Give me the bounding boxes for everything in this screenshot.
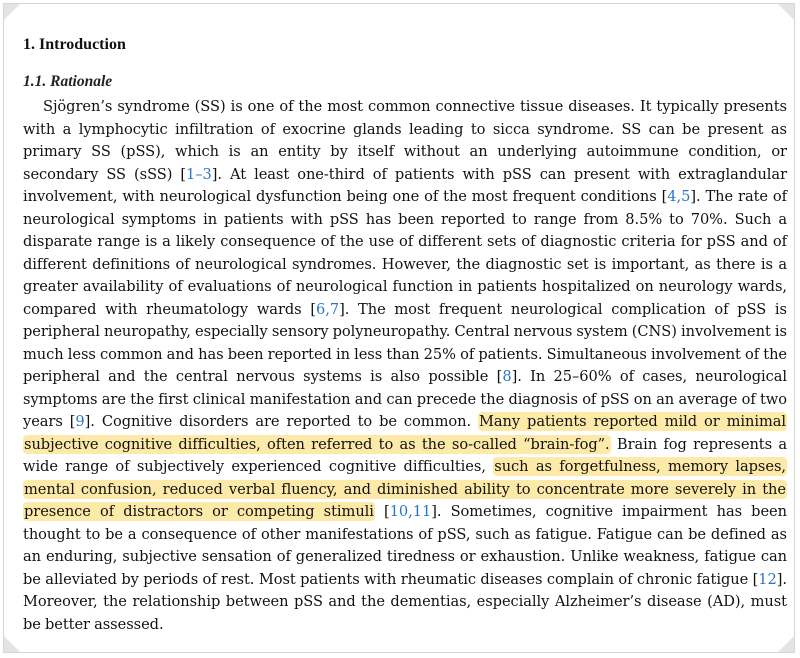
body-paragraph xyxy=(23,96,787,636)
paragraph-text: ]. Moreover, the relationship between pSS and the dementias, especially Alzheimer’s disease (AD), must be better assessed. xyxy=(23,570,787,633)
subsection-number: 1.1. xyxy=(23,73,47,90)
citation-link[interactable]: 1–3 xyxy=(186,165,212,183)
subsection-heading xyxy=(23,71,787,93)
paragraph-text: Sjögren’s syndrome (SS) is one of the most common connective tissue diseases. It typically presents with a lymphocytic infiltration of exocrine glands leading to sicca syndrome. SS can be present as primary SS (pSS), which is an entity by itself without an underlying autoimmune condition, or secondary SS (sSS) [ xyxy=(23,98,787,183)
citation-link[interactable]: 12 xyxy=(758,570,777,588)
citation-link[interactable]: 6,7 xyxy=(316,300,340,318)
subsection-title: Rationale xyxy=(50,73,113,90)
highlighted-text[interactable]: such as forgetfulness, memory lapses, mental confusion, reduced verbal fluency, and diminished ability to concentrate more severely in the presence of distractors or competing stimuli xyxy=(24,458,786,520)
citation-link[interactable]: 8 xyxy=(502,368,512,385)
document-frame xyxy=(3,3,795,653)
paragraph-text: Brain fog represents a wide range of subjectively experienced cognitive difficulties, xyxy=(23,435,787,475)
corner-fold-bottom-right xyxy=(778,636,794,652)
section-heading xyxy=(23,34,787,56)
citation-link[interactable]: 9 xyxy=(75,413,85,430)
paragraph-text: ]. The most frequent neurological complication of pSS is peripheral neuropathy, especially sensory polyneuropathy. Central nervous system (CNS) involvement is much less common and has been reported in less than 25% of patients. Simultaneous involvement of the peripheral and the central nervous systems is also possible [ xyxy=(23,300,787,385)
section-number: 1. xyxy=(23,36,35,53)
citation-link[interactable]: 4,5 xyxy=(667,188,691,205)
corner-fold-top-right xyxy=(778,4,794,20)
highlighted-text[interactable]: Many patients reported mild or minimal subjective cognitive difficulties, often referred to as the so-called “brain-fog”. xyxy=(24,413,787,453)
paragraph-text: ]. Sometimes, cognitive impairment has been thought to be a consequence of other manifestations of pSS, such as fatigue. Fatigue can be defined as an enduring, subjective sensation of generalized tiredness or exhaustion. Unlike weakness, fatigue can be alleviated by periods of rest. Most patients with rheumatic diseases complain of chronic fatigue [ xyxy=(23,503,787,588)
paragraph-text: ]. In 25–60% of cases, neurological symptoms are the first clinical manifestation and can precede the diagnosis of pSS on an average of two years [ xyxy=(23,368,787,430)
section-title: Introduction xyxy=(39,36,126,53)
paragraph-text: ]. Cognitive disorders are reported to be common. xyxy=(84,413,478,430)
document-content xyxy=(23,34,787,636)
paragraph-text: ]. The rate of neurological symptoms in patients with pSS has been reported to range from 8.5% to 70%. Such a disparate range is a likely consequence of the use of different sets of diagnostic criteria for pSS and of different definitions of neurological syndromes. However, the diagnostic set is important, as there is a greater availability of evaluations of neurological function in patients hospitalized on neurology wards, compared with rheumatology wards [ xyxy=(23,188,787,318)
citation-link[interactable]: 10,11 xyxy=(389,503,432,520)
corner-fold-top-left xyxy=(4,4,20,20)
paragraph-text: ]. At least one-third of patients with pSS can present with extraglandular involvement, with neurological dysfunction being one of the most frequent conditions [ xyxy=(23,165,788,205)
paragraph-text: [ xyxy=(374,503,390,520)
corner-fold-bottom-left xyxy=(4,636,20,652)
